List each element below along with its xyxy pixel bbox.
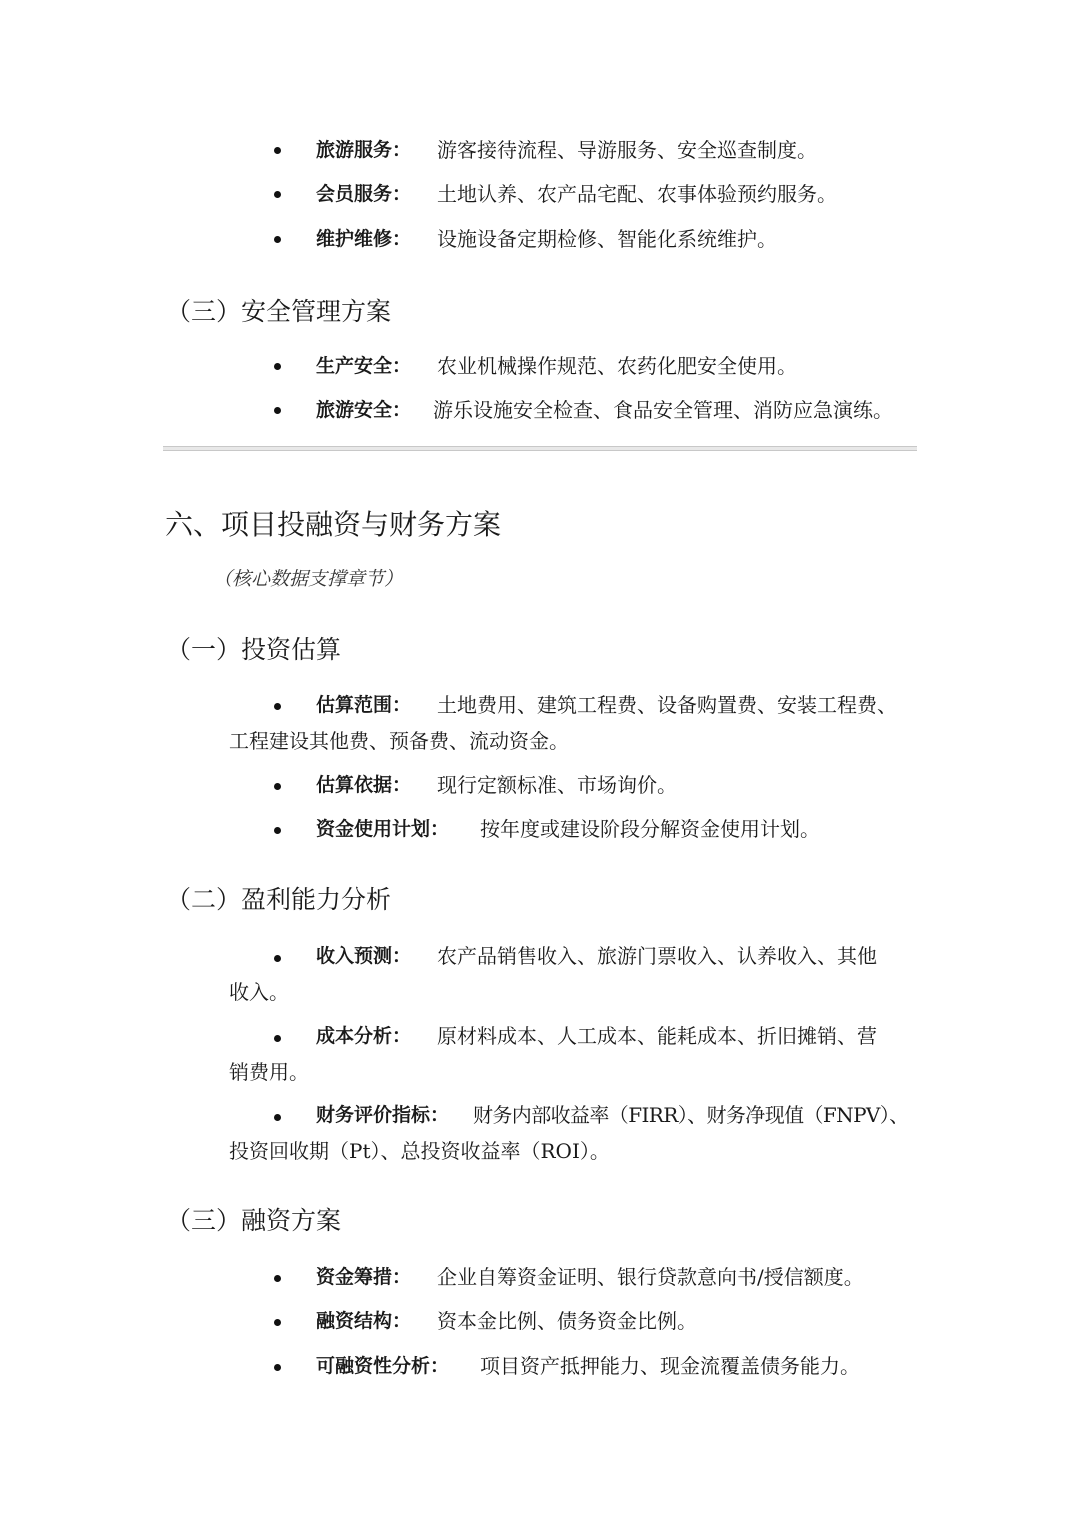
section-heading-financing: （三）融资方案	[166, 1206, 342, 1235]
item-description: 农产品销售收入、旅游门票收入、认养收入、其他	[437, 944, 877, 968]
item-term: 估算范围：	[316, 694, 412, 716]
item-term: 资金筹措：	[316, 1266, 412, 1288]
item-term: 成本分析：	[316, 1025, 412, 1047]
item-description: 原材料成本、人工成本、能耗成本、折旧摊销、营	[437, 1024, 877, 1048]
item-description: 游客接待流程、导游服务、安全巡查制度。	[437, 138, 817, 162]
item-term: 会员服务：	[316, 183, 412, 205]
item-term: 可融资性分析：	[316, 1355, 450, 1377]
chapter-title: 六、项目投融资与财务方案	[165, 508, 502, 541]
item-description: 企业自筹资金证明、银行贷款意向书/授信额度。	[437, 1265, 864, 1289]
item-term: 融资结构：	[316, 1310, 412, 1332]
item-description: 财务内部收益率（FIRR）、财务净现值（FNPV）、	[473, 1103, 909, 1127]
item-term: 旅游安全：	[316, 399, 412, 421]
item-description: 农业机械操作规范、农药化肥安全使用。	[437, 354, 797, 378]
section-heading-profitability: （二）盈利能力分析	[166, 885, 392, 914]
item-description: 现行定额标准、市场询价。	[437, 773, 677, 797]
item-description-continued: 销费用。	[229, 1060, 309, 1084]
bullet-dot-icon	[274, 191, 281, 198]
bullet-dot-icon	[274, 703, 281, 710]
section-heading-investment: （一）投资估算	[166, 635, 342, 664]
item-term: 维护维修：	[316, 228, 412, 250]
item-term: 估算依据：	[316, 774, 412, 796]
section-heading-safety: （三）安全管理方案	[166, 297, 392, 326]
item-term: 收入预测：	[316, 945, 412, 967]
item-description: 资本金比例、债务资金比例。	[437, 1309, 697, 1333]
item-term: 财务评价指标：	[316, 1104, 450, 1126]
item-description: 游乐设施安全检查、食品安全管理、消防应急演练。	[433, 398, 893, 422]
bullet-dot-icon	[274, 783, 281, 790]
bullet-dot-icon	[274, 827, 281, 834]
item-description-continued: 收入。	[229, 980, 289, 1004]
bullet-dot-icon	[274, 955, 281, 962]
item-description: 土地认养、农产品宅配、农事体验预约服务。	[437, 182, 837, 206]
bullet-dot-icon	[274, 1319, 281, 1326]
item-description: 按年度或建设阶段分解资金使用计划。	[480, 817, 820, 841]
item-term: 旅游服务：	[316, 139, 412, 161]
item-description: 土地费用、建筑工程费、设备购置费、安装工程费、	[437, 693, 897, 717]
item-description-continued: 工程建设其他费、预备费、流动资金。	[229, 729, 569, 753]
bullet-dot-icon	[274, 363, 281, 370]
item-description-continued: 投资回收期（Pt）、总投资收益率（ROI）。	[229, 1139, 610, 1163]
bullet-dot-icon	[274, 1114, 281, 1121]
item-term: 生产安全：	[316, 355, 412, 377]
chapter-note: （核心数据支撑章节）	[213, 568, 404, 590]
bullet-dot-icon	[274, 236, 281, 243]
bullet-dot-icon	[274, 1035, 281, 1042]
item-description: 项目资产抵押能力、现金流覆盖债务能力。	[480, 1354, 860, 1378]
bullet-dot-icon	[274, 1275, 281, 1282]
bullet-dot-icon	[274, 1364, 281, 1371]
bullet-dot-icon	[274, 407, 281, 414]
item-term: 资金使用计划：	[316, 818, 450, 840]
horizontal-divider	[163, 446, 917, 451]
bullet-dot-icon	[274, 147, 281, 154]
item-description: 设施设备定期检修、智能化系统维护。	[437, 227, 777, 251]
